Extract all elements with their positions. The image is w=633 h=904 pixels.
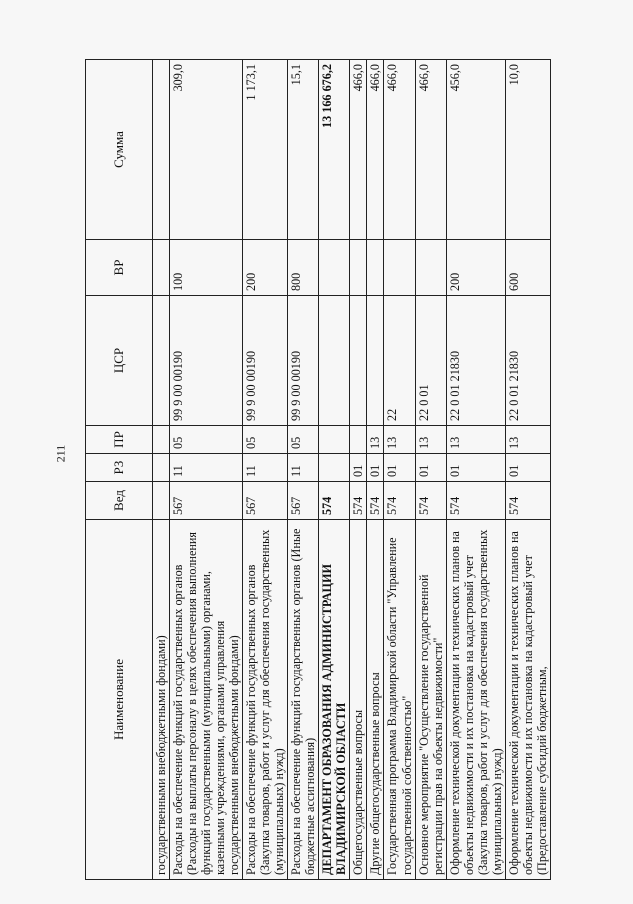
cell-csr <box>319 296 350 426</box>
cell-name: Основное мероприятие "Осуществление государственной регистрации прав на объекты недвижимости" <box>415 520 446 880</box>
cell-rz: 01 <box>415 454 446 482</box>
cell-vr: 100 <box>170 240 243 296</box>
table-row <box>505 60 550 880</box>
cell-rz: 11 <box>288 454 319 482</box>
table-body <box>153 60 551 880</box>
cell-rz: 11 <box>170 454 243 482</box>
table-row <box>446 60 505 880</box>
cell-rz: 11 <box>243 454 288 482</box>
cell-csr: 22 0 01 <box>415 296 446 426</box>
cell-vr <box>415 240 446 296</box>
cell-pr: 13 <box>446 426 505 454</box>
cell-sum: 466,0 <box>384 60 415 240</box>
cell-pr: 13 <box>505 426 550 454</box>
cell-name: Расходы на обеспечение функций государственных органов (Закупка товаров, работ и услуг для обеспечения государственных (муниципальных) нужд) <box>243 520 288 880</box>
page-number: 211 <box>53 444 68 463</box>
cell-sum: 466,0 <box>350 60 367 240</box>
cell-csr: 22 <box>384 296 415 426</box>
cell-ved: 574 <box>446 482 505 520</box>
cell-rz: 01 <box>350 454 367 482</box>
cell-pr <box>350 426 367 454</box>
cell-vr <box>367 240 384 296</box>
cell-pr: 05 <box>170 426 243 454</box>
cell-vr: 600 <box>505 240 550 296</box>
table-row <box>319 60 350 880</box>
cell-pr: 13 <box>415 426 446 454</box>
cell-csr <box>350 296 367 426</box>
header-pr: ПР <box>86 426 153 454</box>
cell-name: Общегосударственные вопросы <box>350 520 367 880</box>
cell-pr: 13 <box>367 426 384 454</box>
cell-vr <box>350 240 367 296</box>
cell-pr: 05 <box>243 426 288 454</box>
cell-pr <box>319 426 350 454</box>
cell-rz <box>153 454 170 482</box>
cell-sum: 10,0 <box>505 60 550 240</box>
header-row <box>86 60 153 880</box>
rotated-table-wrapper <box>85 60 610 880</box>
cell-csr: 99 9 00 00190 <box>170 296 243 426</box>
cell-name: государственными внебюджетными фондами) <box>153 520 170 880</box>
cell-pr: 05 <box>288 426 319 454</box>
cell-pr <box>153 426 170 454</box>
cell-sum: 13 166 676,2 <box>319 60 350 240</box>
cell-vr: 200 <box>446 240 505 296</box>
header-sum: Сумма <box>86 60 153 240</box>
cell-csr: 22 0 01 21830 <box>446 296 505 426</box>
header-rz: РЗ <box>86 454 153 482</box>
cell-name: Другие общегосударственные вопросы <box>367 520 384 880</box>
table-row <box>288 60 319 880</box>
cell-name: Оформление технической документации и технических планов на объекты недвижимости и их постановка на кадастровый учет (Предоставление субсидий бюджетным, <box>505 520 550 880</box>
cell-sum: 456,0 <box>446 60 505 240</box>
cell-ved: 567 <box>170 482 243 520</box>
table-row <box>367 60 384 880</box>
cell-ved: 574 <box>415 482 446 520</box>
budget-table <box>85 59 551 880</box>
cell-rz: 01 <box>367 454 384 482</box>
cell-csr <box>153 296 170 426</box>
cell-ved: 574 <box>350 482 367 520</box>
cell-csr: 22 0 01 21830 <box>505 296 550 426</box>
table-row <box>350 60 367 880</box>
cell-ved: 574 <box>319 482 350 520</box>
cell-ved: 574 <box>384 482 415 520</box>
cell-name: Расходы на обеспечение функций государственных органов (Расходы на выплаты персоналу в целях обеспечения выполнения функций государственными (муниципальными) органами, казенными учреждениями, органами управления государственными внебюджетными фондами) <box>170 520 243 880</box>
table-row <box>153 60 170 880</box>
cell-name: Оформление технической документации и технических планов на объекты недвижимости и их постановка на кадастровый учет (Закупка товаров, работ и услуг для обеспечения государственных (муниципальных) нужд) <box>446 520 505 880</box>
cell-rz: 01 <box>384 454 415 482</box>
cell-sum: 1 173,1 <box>243 60 288 240</box>
header-vr: ВР <box>86 240 153 296</box>
cell-sum: 309,0 <box>170 60 243 240</box>
cell-sum: 466,0 <box>367 60 384 240</box>
cell-vr <box>153 240 170 296</box>
cell-name: Расходы на обеспечение функций государственных органов (Иные бюджетные ассигнования) <box>288 520 319 880</box>
cell-csr <box>367 296 384 426</box>
cell-ved: 574 <box>505 482 550 520</box>
header-ved: Вед <box>86 482 153 520</box>
header-name: Наименование <box>86 520 153 880</box>
cell-vr: 200 <box>243 240 288 296</box>
cell-name: ДЕПАРТАМЕНТ ОБРАЗОВАНИЯ АДМИНИСТРАЦИИ ВЛАДИМИРСКОЙ ОБЛАСТИ <box>319 520 350 880</box>
cell-rz <box>319 454 350 482</box>
cell-sum: 466,0 <box>415 60 446 240</box>
table-row <box>170 60 243 880</box>
cell-rz: 01 <box>505 454 550 482</box>
cell-sum: 15,1 <box>288 60 319 240</box>
cell-vr: 800 <box>288 240 319 296</box>
table-row <box>243 60 288 880</box>
table-row <box>384 60 415 880</box>
cell-ved <box>153 482 170 520</box>
cell-sum <box>153 60 170 240</box>
header-csr: ЦСР <box>86 296 153 426</box>
cell-vr <box>384 240 415 296</box>
cell-csr: 99 9 00 00190 <box>288 296 319 426</box>
cell-ved: 567 <box>243 482 288 520</box>
cell-vr <box>319 240 350 296</box>
cell-name: Государственная программа Владимирской области "Управление государственной собственностью" <box>384 520 415 880</box>
cell-pr: 13 <box>384 426 415 454</box>
cell-csr: 99 9 00 00190 <box>243 296 288 426</box>
cell-ved: 567 <box>288 482 319 520</box>
cell-ved: 574 <box>367 482 384 520</box>
table-row <box>415 60 446 880</box>
cell-rz: 01 <box>446 454 505 482</box>
